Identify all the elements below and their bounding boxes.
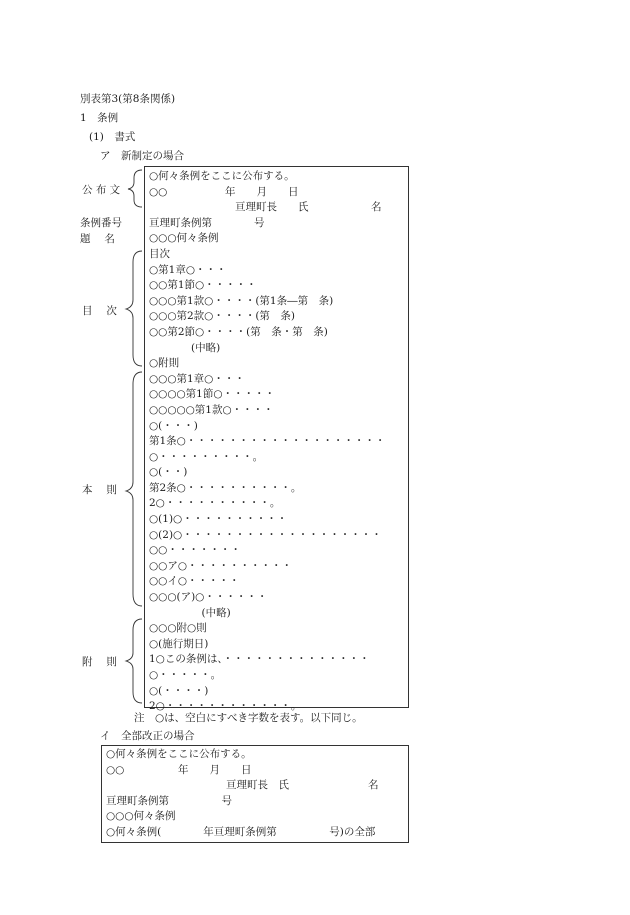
supplementary-line: 1○この条例は、・・・・・・・・・・・・・・: [149, 653, 370, 666]
mayor-name-suffix: 名: [368, 779, 379, 792]
section-heading: 1 条例: [80, 112, 119, 124]
body-line: 第2条○・・・・・・・・・・。: [149, 481, 302, 494]
template-box-full-revision: [101, 745, 409, 843]
revision-line: ○何々条例( 年亘理町条例第 号)の全部: [106, 825, 376, 838]
date-line: [145, 185, 408, 201]
note-text: 注 ○は、空白にすべき字数を表す。以下同じ。: [134, 712, 363, 724]
supplementary-line: ○○○附○則: [149, 622, 207, 635]
ordinance-title-line: ○○○何々条例: [149, 232, 219, 245]
body-brace: [126, 372, 142, 606]
date-text: 年 月 日: [225, 185, 299, 198]
appendix-title: 別表第3(第8条関係): [80, 93, 176, 105]
toc-line: ○○第1節○・・・・・: [149, 279, 257, 292]
body-line: ○○○○○第1款○・・・・: [149, 403, 274, 416]
body-line: ○○○(ア)○・・・・・・: [149, 591, 268, 604]
toc-line: 目次: [149, 247, 170, 260]
mayor-line: [102, 778, 408, 794]
label-main-provisions: 本 則: [82, 484, 117, 496]
supplementary-line: ○(・・・・): [149, 684, 209, 697]
toc-brace: [126, 251, 142, 366]
body-line: 第1条○・・・・・・・・・・・・・・・・・・・: [149, 435, 386, 448]
body-line: ○○ア○・・・・・・・・・・: [149, 559, 292, 572]
promulgation-line: ○何々条例をここに公布する。: [106, 748, 252, 760]
template-box-new-enactment: [144, 166, 409, 713]
item-i-heading: イ 全部改正の場合: [100, 730, 195, 742]
label-supplementary-provisions: 附 則: [82, 656, 117, 668]
ordinance-title-line: ○○○何々条例: [106, 810, 176, 823]
date-prefix: ○○: [149, 185, 168, 198]
body-line: ○○・・・・・・・: [149, 544, 241, 557]
toc-line: ○○○第1款○・・・・(第1条―第 条): [149, 294, 334, 307]
body-line: ○(・・): [149, 466, 188, 479]
promulgation-line: ○何々条例をここに公布する。: [149, 170, 295, 182]
body-line: ○○○○第1節○・・・・・: [149, 388, 275, 401]
body-line: ○○○第1章○・・・: [149, 372, 245, 385]
toc-line: ○○第2節○・・・・(第 条・第 条): [149, 325, 328, 338]
toc-line: ○○○第2款○・・・・(第 条): [149, 310, 296, 323]
supplementary-line: ○(施行期日): [149, 637, 209, 650]
mayor-name-suffix: 名: [371, 201, 382, 214]
body-line: ○(2)○・・・・・・・・・・・・・・・・・・・: [149, 528, 382, 541]
supplementary-line: 2○・・・・・・・・・・・・。: [149, 700, 302, 713]
supplementary-line: ○・・・・・。: [149, 669, 222, 681]
label-ordinance-number: 条例番号: [80, 217, 122, 229]
label-promulgation: 公 布 文: [82, 184, 121, 196]
toc-line: (中略): [149, 341, 221, 354]
supplementary-brace: [126, 619, 142, 703]
body-line: 2○・・・・・・・・・・。: [149, 497, 281, 510]
toc-line: ○第1章○・・・: [149, 263, 227, 276]
label-table-of-contents: 目 次: [82, 305, 117, 317]
item-a-heading: ア 新制定の場合: [100, 150, 184, 162]
subsection-heading: (1) 書式: [89, 131, 136, 143]
date-prefix: ○○: [106, 763, 125, 776]
mayor-title: 亘理町長 氏: [235, 201, 309, 214]
body-line: ○(・・・): [149, 419, 198, 432]
date-text: 年 月 日: [178, 763, 252, 776]
toc-line: ○附則: [149, 357, 180, 370]
date-line: [102, 763, 408, 779]
mayor-title: 亘理町長 氏: [226, 779, 289, 792]
mayor-line: [145, 200, 408, 216]
body-line: ○(1)○・・・・・・・・・・: [149, 513, 288, 526]
label-title: 題 名: [80, 233, 115, 245]
promulgation-brace: [128, 170, 142, 207]
body-line: (中略): [149, 606, 231, 619]
ordinance-number-line: 亘理町条例第 号: [149, 216, 265, 229]
body-line: ○・・・・・・・・・。: [149, 450, 264, 463]
ordinance-number-line: 亘理町条例第 号: [106, 794, 232, 807]
body-line: ○○イ○・・・・・: [149, 575, 240, 588]
